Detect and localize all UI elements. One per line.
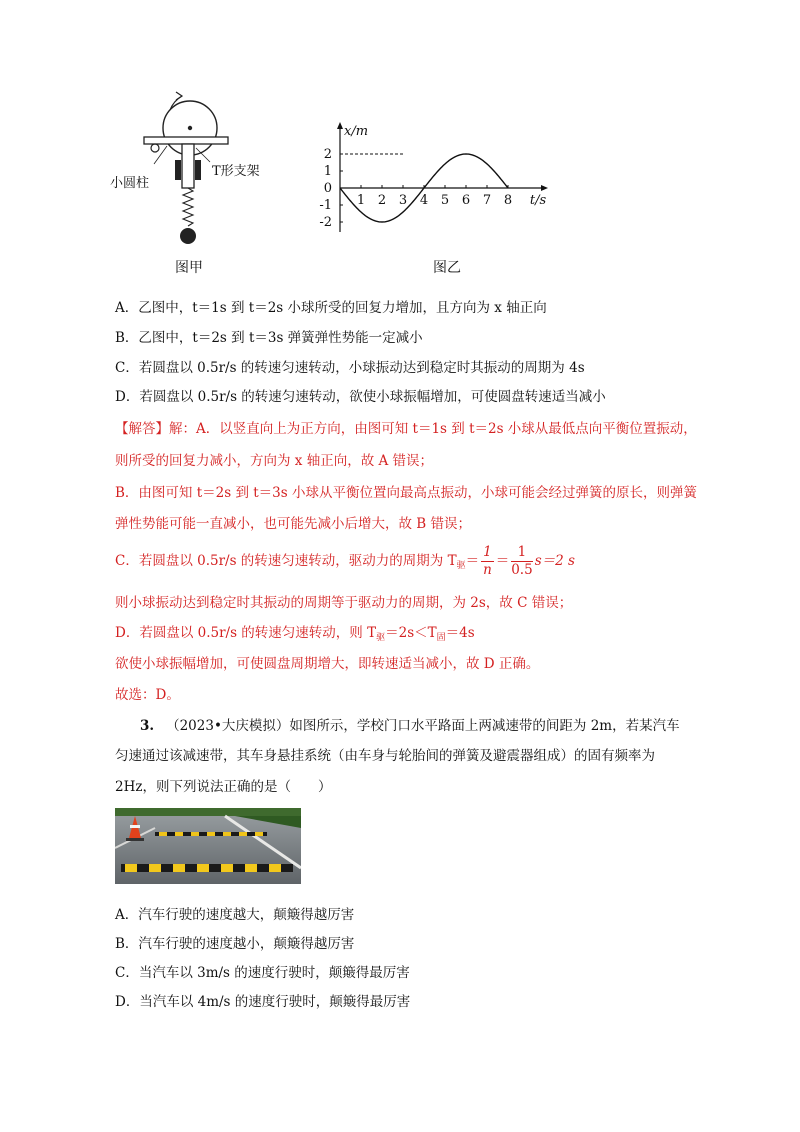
d-sub-qu: 驱	[376, 633, 386, 643]
speed-bump-photo	[115, 808, 301, 884]
x-tick-label-5: 5	[440, 193, 450, 208]
label-small-cylinder: 小圆柱	[110, 176, 150, 191]
formula-sub: 驱	[456, 561, 466, 571]
answer-line-6: 则小球振动达到稳定时其振动的周期等于驱动力的周期，为 2s，故 C 错误；	[115, 595, 573, 611]
q2-option-b: B．乙图中，t＝2s 到 t＝3s 弹簧弹性势能一定减小	[115, 330, 423, 346]
label-t-frame: T形支架	[212, 164, 260, 179]
far-speed-bump	[155, 832, 267, 836]
y-axis-title: x/m	[344, 124, 369, 139]
q3-option-b: B．汽车行驶的速度越小，颠簸得越厉害	[115, 936, 355, 952]
t-frame-stem	[182, 144, 194, 188]
spring	[183, 188, 193, 226]
answer-line-8: 欲使小球振幅增加，可使圆盘周期增大，即转速适当减小，故 D 正确。	[115, 656, 540, 672]
fraction-1-over-n	[481, 544, 494, 579]
x-tick-label-6: 6	[461, 193, 471, 208]
frac1-denominator: n	[483, 562, 492, 578]
y-tick-label--2: -2	[319, 215, 332, 230]
frac2-denominator: 0.5	[511, 562, 533, 578]
x-tick-label-4: 4	[419, 193, 429, 208]
ball	[180, 228, 196, 244]
d-tail: ＝4s	[445, 625, 475, 641]
y-tick-label-1: 1	[323, 164, 332, 179]
q3-line-1	[140, 716, 680, 736]
q3-option-d: D．当汽车以 4m/s 的速度行驶时，颠簸得最厉害	[115, 994, 411, 1010]
x-axis-title: t/s	[529, 193, 547, 208]
x-tick-label-1: 1	[356, 193, 366, 208]
q3-option-a: A．汽车行驶的速度越大，颠簸得越厉害	[115, 907, 355, 923]
x-axis-arrow	[541, 185, 548, 191]
frac2-numerator: 1	[511, 544, 532, 562]
x-tick-label-7: 7	[482, 193, 492, 208]
small-cylinder	[151, 144, 159, 152]
d-sub-gu: 固	[436, 633, 446, 643]
answer-line-7	[115, 623, 475, 648]
figure-yi-chart	[308, 118, 568, 258]
y-tick-label-2: 2	[323, 147, 332, 162]
answer-line-9: 故选：D。	[115, 687, 180, 703]
formula-prefix: C．若圆盘以 0.5r/s 的转速匀速转动，驱动力的周期为 T	[115, 553, 457, 569]
q2-option-d: D．若圆盘以 0.5r/s 的转速匀速转动，欲使小球振幅增加，可使圆盘转速适当减小	[115, 389, 606, 405]
answer-line-2: 则所受的回复力减小，方向为 x 轴正向，故 A 错误；	[115, 453, 434, 469]
q3-line-3: 2Hz，则下列说法正确的是（ ）	[115, 779, 332, 795]
q2-option-c: C．若圆盘以 0.5r/s 的转速匀速转动，小球振动达到稳定时其振动的周期为 4s	[115, 360, 585, 376]
answer-line-c-formula	[115, 541, 575, 586]
answer-line-3: B．由图可知 t＝2s 到 t＝3s 小球从平衡位置向最高点振动，小球可能会经过弹簧的原长，则弹簧	[115, 485, 697, 501]
y-axis-arrow	[337, 122, 343, 129]
fraction-1-over-0.5	[511, 544, 532, 579]
near-speed-bump	[121, 864, 293, 872]
formula-tail: s＝2 s	[534, 553, 575, 569]
formula-eq1: ＝	[465, 553, 480, 569]
caption-yi: 图乙	[433, 260, 461, 276]
disc-center	[188, 126, 192, 130]
t-frame-bar	[144, 137, 228, 144]
frac1-numerator: 1	[483, 544, 492, 560]
x-tick-label-8: 8	[503, 193, 513, 208]
q3-number: 3.	[140, 718, 155, 734]
y-tick-label-0: 0	[323, 181, 332, 196]
answer-line-4: 弹性势能可能一直减小，也可能先减小后增大，故 B 错误；	[115, 516, 472, 532]
answer-line-1: 【解答】解：A．以竖直向上为正方向，由图可知 t＝1s 到 t＝2s 小球从最低点向平衡位置振动，	[115, 421, 697, 437]
x-tick-label-3: 3	[398, 193, 408, 208]
q2-option-a: A．乙图中，t＝1s 到 t＝2s 小球所受的回复力增加，且方向为 x 轴正向	[115, 300, 547, 316]
formula-eq2: ＝	[495, 553, 510, 569]
q3-option-c: C．当汽车以 3m/s 的速度行驶时，颠簸得最厉害	[115, 965, 410, 981]
x-tick-label-2: 2	[377, 193, 387, 208]
d-mid: ＝2s＜T	[385, 625, 437, 641]
caption-jia: 图甲	[175, 260, 203, 276]
q3-text-1: （2023•大庆模拟）如图所示，学校门口水平路面上两减速带的间距为 2m，若某汽车	[166, 718, 680, 734]
q3-line-2: 匀速通过该减速带，其车身悬挂系统（由车身与轮胎间的弹簧及避震器组成）的固有频率为	[115, 748, 655, 764]
y-tick-label--1: -1	[319, 198, 332, 213]
d-prefix: D．若圆盘以 0.5r/s 的转速匀速转动，则 T	[115, 625, 377, 641]
